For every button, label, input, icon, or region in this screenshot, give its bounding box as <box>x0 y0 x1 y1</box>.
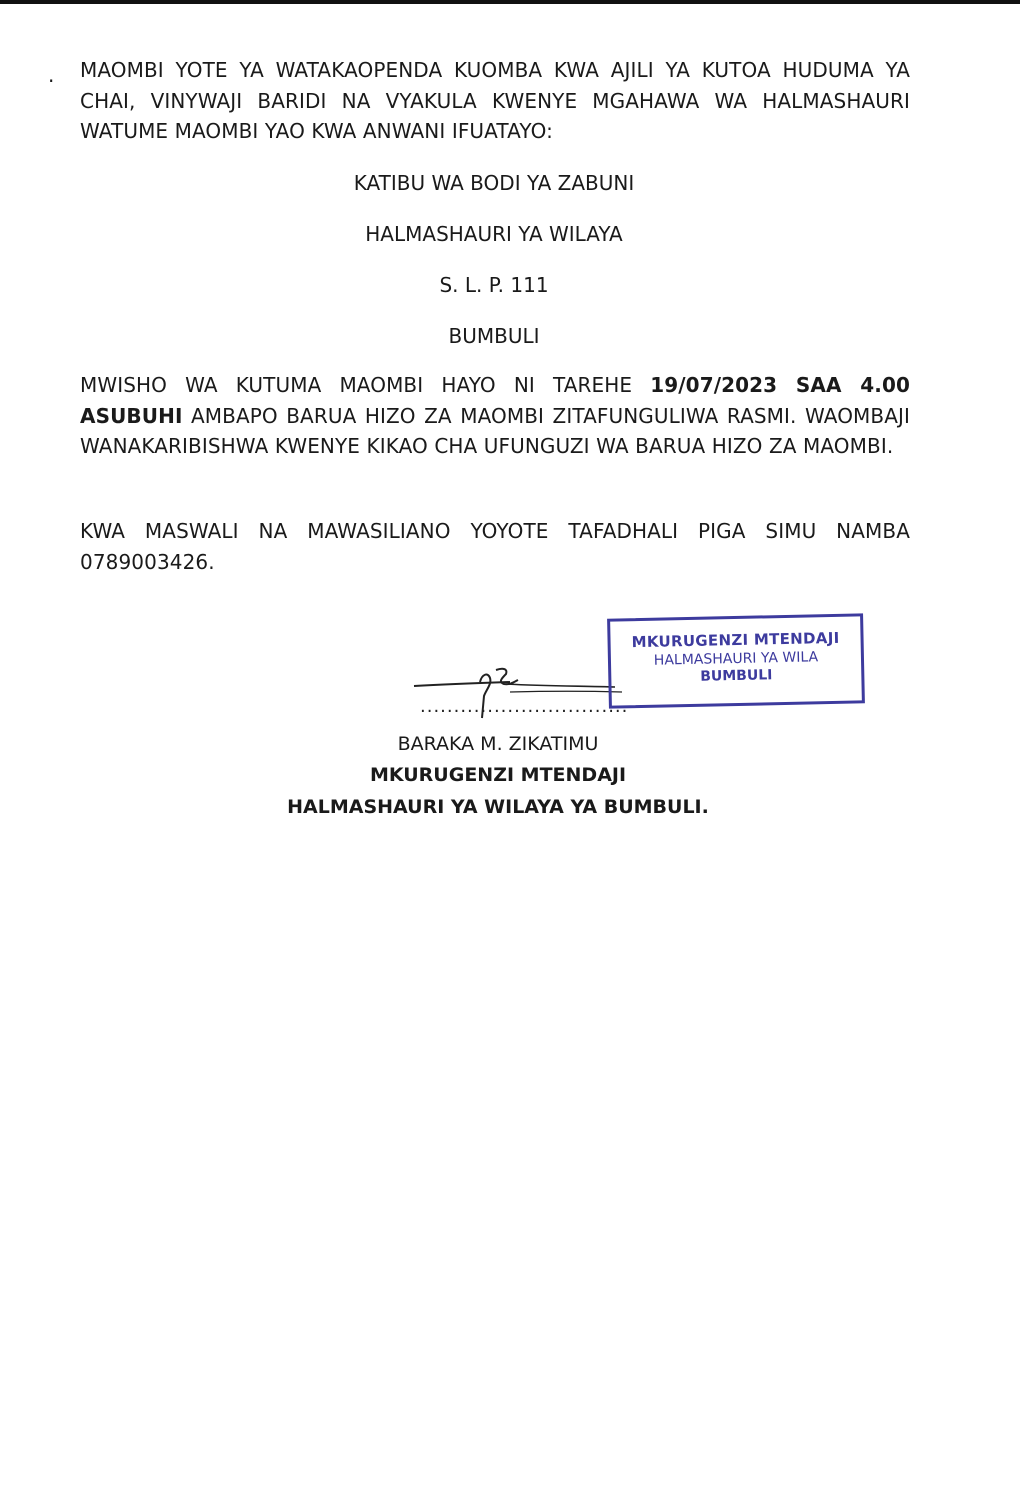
stamp-line-1: MKURUGENZI MTENDAJI <box>631 628 840 652</box>
address-line-3: S. L. P. 111 <box>439 273 549 297</box>
signatory-title: MKURUGENZI MTENDAJI <box>369 764 627 786</box>
bullet-mark: . <box>48 63 55 87</box>
deadline-paragraph <box>80 370 910 462</box>
stamp-line-2: HALMASHAURI YA WILA <box>653 649 819 669</box>
signatory-office: HALMASHAURI YA WILAYA YA BUMBULI. <box>287 796 709 818</box>
address-line-1: KATIBU WA BODI YA ZABUNI <box>353 171 635 195</box>
deadline-text-after: AMBAPO BARUA HIZO ZA MAOMBI ZITAFUNGULIWA RASMI. WAOMBAJI WANAKARIBISHWA KWENYE KIKAO CHA UFUNGUZI WA BARUA HIZO ZA MAOMBI. <box>80 403 910 458</box>
deadline-date: 19/07/2023 SAA 4.00 ASUBUHI <box>80 373 910 428</box>
stamp-line-3: BUMBULI <box>700 667 773 685</box>
contact-paragraph: KWA MASWALI NA MAWASILIANO YOYOTE TAFADHALI PIGA SIMU NAMBA 0789003426. <box>80 519 910 574</box>
deadline-text-before: MWISHO WA KUTUMA MAOMBI HAYO NI TAREHE <box>80 373 651 397</box>
signatory-name: BARAKA M. ZIKATIMU <box>397 733 599 755</box>
signature-dotted-line: ............................... <box>420 696 629 717</box>
intro-paragraph: MAOMBI YOTE YA WATAKAOPENDA KUOMBA KWA AJILI YA KUTOA HUDUMA YA CHAI, VINYWAJI BARIDI NA VYAKULA KWENYE MGAHAWA WA HALMASHAURI WATUME MAOMBI YAO KWA ANWANI IFUATAYO: <box>80 58 910 143</box>
address-line-2: HALMASHAURI YA WILAYA <box>365 222 623 246</box>
official-stamp <box>607 613 865 708</box>
address-line-4: BUMBULI <box>448 324 540 348</box>
